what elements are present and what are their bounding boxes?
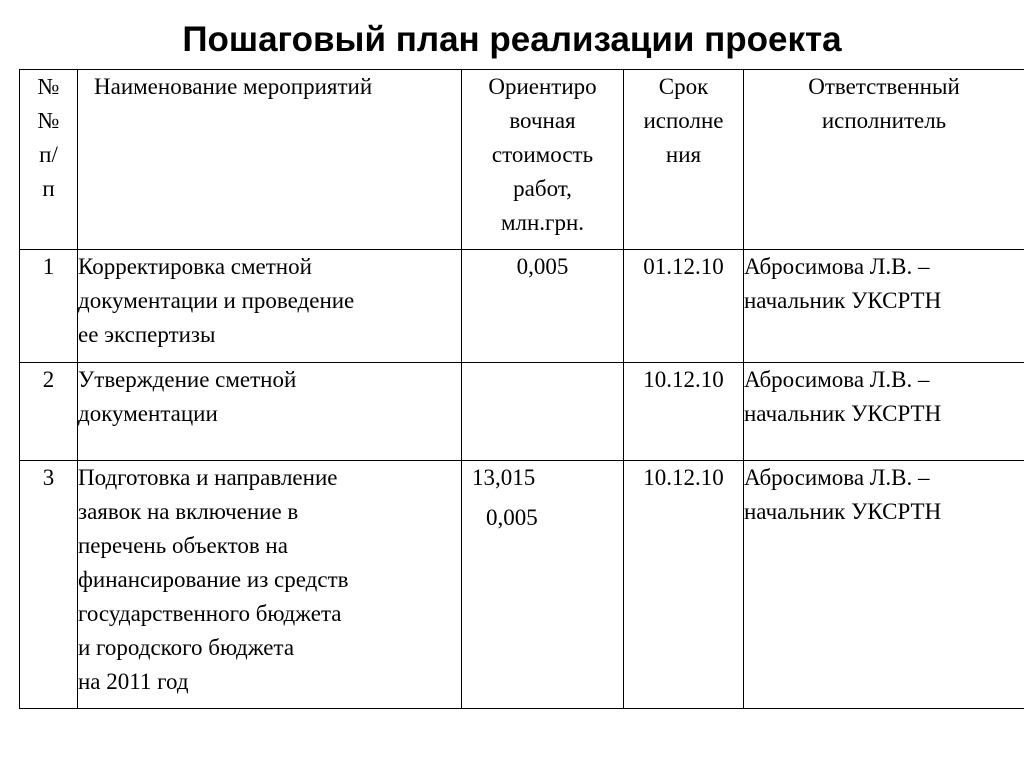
header-resp xyxy=(744,70,1024,250)
row-number: 1 xyxy=(20,250,78,363)
header-name-label: Наименование мероприятий xyxy=(94,74,373,99)
activity-responsible-line: начальник УКСРТН xyxy=(744,499,942,524)
header-date xyxy=(624,70,744,250)
activity-cost xyxy=(462,461,624,709)
header-num-line: п/ xyxy=(39,142,58,167)
activity-cost xyxy=(462,250,624,363)
header-cost-line: вочная xyxy=(509,108,576,133)
activity-name-line: и городского бюджета xyxy=(78,635,295,660)
activity-deadline: 10.12.10 xyxy=(624,363,744,461)
row-number: 2 xyxy=(20,363,78,461)
project-plan-table xyxy=(19,69,1024,709)
activity-name-line: государственного бюджета xyxy=(78,601,342,626)
activity-name-line: на 2011 год xyxy=(78,669,189,694)
page-title: Пошаговый план реализации проекта xyxy=(182,20,842,59)
table-row xyxy=(20,363,1024,461)
activity-name xyxy=(78,250,462,363)
activity-responsible-line: Абросимова Л.В. – xyxy=(744,254,930,279)
activity-name-line: заявок на включение в xyxy=(78,499,299,524)
header-resp-line: исполнитель xyxy=(821,108,947,133)
header-cost-line: Ориентиро xyxy=(488,74,597,99)
header-num xyxy=(20,70,78,250)
row-number: 3 xyxy=(20,461,78,709)
activity-name-line: Подготовка и направление xyxy=(78,465,338,490)
activity-name-line: документации и проведение xyxy=(78,288,355,313)
activity-name-line: Корректировка сметной xyxy=(78,254,312,279)
table-header-row xyxy=(20,70,1024,250)
header-resp-line: Ответственный xyxy=(808,74,960,99)
activity-name xyxy=(78,363,462,461)
activity-responsible-line: Абросимова Л.В. – xyxy=(744,367,930,392)
activity-name xyxy=(78,461,462,709)
header-date-line: исполне xyxy=(643,108,724,133)
activity-cost-value: 13,015 xyxy=(472,465,536,490)
header-date-line: ния xyxy=(665,142,702,167)
activity-name-line: финансирование из средств xyxy=(78,567,349,592)
header-cost-line: млн.грн. xyxy=(500,210,585,235)
activity-responsible xyxy=(744,461,1024,709)
header-num-line: № xyxy=(37,74,60,99)
activity-cost-value: 0,005 xyxy=(486,505,538,530)
activity-responsible-line: Абросимова Л.В. – xyxy=(744,465,930,490)
header-num-line: № xyxy=(37,108,60,133)
activity-cost xyxy=(462,363,624,461)
activity-cost-value: 0,005 xyxy=(516,254,569,279)
activity-name-line: документации xyxy=(78,401,218,426)
activity-name-line: перечень объектов на xyxy=(78,533,288,558)
table-row xyxy=(20,461,1024,709)
activity-name-line: Утверждение сметной xyxy=(78,367,297,392)
activity-responsible-line: начальник УКСРТН xyxy=(744,288,942,313)
header-date-line: Срок xyxy=(658,74,709,99)
activity-responsible xyxy=(744,363,1024,461)
header-cost-line: стоимость xyxy=(491,142,594,167)
activity-deadline: 01.12.10 xyxy=(624,250,744,363)
activity-responsible xyxy=(744,250,1024,363)
activity-name-line: ее экспертизы xyxy=(78,322,216,347)
activity-responsible-line: начальник УКСРТН xyxy=(744,401,942,426)
header-cost-line: работ, xyxy=(513,176,572,201)
header-name xyxy=(78,70,462,250)
header-num-line: п xyxy=(42,176,55,201)
header-cost xyxy=(462,70,624,250)
activity-deadline: 10.12.10 xyxy=(624,461,744,709)
table-row xyxy=(20,250,1024,363)
